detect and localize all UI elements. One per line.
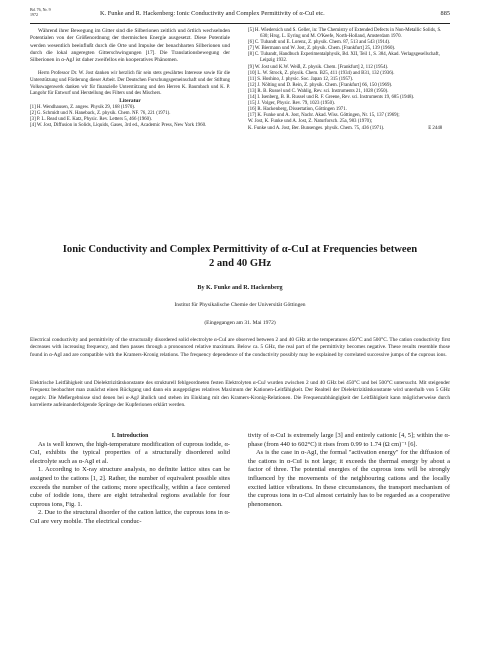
reference-item: [14] I. Isenberg, B. R. Russel und R. F. Greene, Rev. sci. Instruments 19, 685 (1948). (248, 95, 415, 101)
reference-item: [2] G. Schmidt und N. Haneback, Z. physik. Chem. NF. 76, 221 (1971). (30, 111, 171, 117)
left-column-top (30, 28, 230, 130)
closing-paragraph: Während ihrer Bewegung im Gitter sind die Silberionen zeitlich und örtlich wechselnden Potentialen von der Größenordnung der thermischen Energie ausgesetzt. Diese Potentiale werden wesentlich beeinflußt durch die Orte und Impulse der benachbarten Silberionen und durch die lokal angeregten Gitterschwingungen [17]. Die Translationsbewegung der Silberionen in α-AgJ ist daher zweifellos ein kooperatives Phänomen. (30, 28, 230, 64)
reference-item: [17] K. Funke und A. Jost, Nachr. Akad. Wiss. Göttingen, Nr. 15, 137 (1969); (248, 113, 400, 119)
abstract-english: Electrical conductivity and permittivity of the structurally disordered solid electrolyte α-CuI are observed between 2 and 40 GHz at the temperatures 450°C and 500°C. The cation conductivity first decreases with increasing frequency, and then passes through a pronounced relative maximum. Below ca. 5 GHz, the real part of the permittivity becomes negative. These results resemble those found in α-AgI and are compatible with the Kramers-Kronig relations. The frequency dependence of the conductivity possibly may be explained by correlated successive jumps of the cuprous ions. (30, 337, 450, 358)
reference-item: [7] W. Biermann und W. Jost, Z. physik. Chem. [Frankfurt] 25, 139 (1960). (248, 46, 396, 52)
volume-number: Bd. 76, Nr. 9 (30, 7, 51, 12)
title-line: Ionic Conductivity and Complex Permittivity of α-CuI at Frequencies between (62, 244, 418, 255)
body-paragraph: 2. Due to the structural disorder of the cation lattice, the cuprous ions in α-CuI are very mobile. The electrical conduc- (30, 509, 230, 525)
institute: Institut für Physikalische Chemie der Universität Göttingen (174, 302, 306, 308)
reference-last-row (248, 126, 450, 132)
reference-item: [15] J. Volger, Physic. Rev. 79, 1023 (1950). (248, 101, 335, 107)
running-header (30, 7, 450, 24)
reference-item: [16] R. Hackenberg, Dissertation, Göttingen 1971. (248, 107, 347, 113)
reference-item: [4] W. Jost, Diffusion in Solids, Liquids, Gases, 3rd ed., Academic Press, New York 1960. (30, 123, 207, 129)
reference-item: [3] P. L. Read und E. Katz, Physic. Rev. Letters 5, 466 (1960). (30, 117, 152, 123)
intro-right-column (248, 432, 450, 509)
reference-item: [12] J. Nölting und D. Rein, Z. physik. Chem. [Frankfurt] 66, 150 (1969). (248, 82, 393, 88)
reference-item: [9] W. Jost und K.W. Weiß, Z. physik. Chem. [Frankfurt] 2, 112 (1954). (248, 64, 389, 70)
reference-item: K. Funke und A. Jost, Ber. Bunsenges. physik. Chem. 75, 436 (1971). (248, 125, 385, 131)
reference-item: [13] R. B. Russel und C. Wahlig, Rev. sci. Instruments 21, 1028 (1950). (248, 88, 389, 94)
volume-year: 1972 (30, 12, 38, 17)
section-heading: I. Introduction (111, 433, 149, 439)
reference-item: [10] L. W. Strock, Z. physik. Chem. B25, 411 (1934) and B31, 132 (1936). (248, 70, 395, 76)
title-line: 2 and 40 GHz (208, 258, 272, 269)
reference-item: [5] H. Wiedersich und S. Geller, in: The Chemistry of Extended Defects in Non-Metallic Solids, S. 630; Hrsg. L. Eyring und M. O'Keefe, North-Holland, Amsterdam 1970. (248, 28, 442, 40)
abstract-german: Elektrische Leitfähigkeit und Dielektrizitätskonstante des strukturell fehlgeordneten festen Elektrolyten α-CuJ wurden zwischen 2 und 40 GHz bei 450°C und bei 500°C untersucht. Mit steigender Frequenz beobachtet man zunächst einen Rückgang und dann ein ausgeprägtes relatives Maximum der Kationen-Leitfähigkeit. Der Realteil der Dielektrizitätskonstante wird unterhalb von 5 GHz negativ. Die Meßergebnisse sind denen bei α-AgJ ähnlich und stehen im Einklang mit den Kramers-Kronig-Relationen. Die Frequenzabhängigkeit der Leitfähigkeit kann möglicherweise durch korrelierte aufeinanderfolgende Sprünge der Kupferionen erklärt werden. (30, 380, 450, 408)
reference-item: [6] C. Tubandt und E. Lorenz, Z. physik. Chem. 87, 513 and 543 (1914). (248, 40, 391, 46)
literature-heading: Literatur (119, 97, 141, 104)
intro-left-column (30, 432, 230, 527)
manuscript-code: E 2448 (428, 125, 443, 131)
volume-info (30, 7, 51, 17)
reference-item: [1] H. Wendhausen, Z. angew. Physik 29, 168 (1970). (30, 105, 136, 111)
body-paragraph: As is the case in α-AgI, the formal "activation energy" for the diffusion of the cations in α-CuI is not large; it exceeds the thermal energy by about a factor of three. The potential energies of the cuprous ions will be strongly influenced by the movements of the neighbouring cations and the locally excited lattice vibrations. In these circumstances, the transport mechanism of the cuprous ions in α-CuI almost certainly has to be regarded as a cooperative phenomenon. (248, 449, 450, 508)
article-title (40, 243, 440, 271)
body-paragraph: As is well known, the high-temperature modification of cuprous iodide, α-CuI, exhibits the typical properties of a structurally disordered solid electrolyte such as α-AgI et al. (30, 440, 230, 465)
acknowledgement: Herrn Professor Dr. W. Jost danken wir herzlich für sein stets gewährtes Interesse sowie für die Unterstützung und Förderung dieser Arbeit. Der Deutschen Forschungsgemeinschaft und der Stiftung Volkswagenwerk danken wir für finanzielle Unterstützung und den Herren K. Baumbach und K. P. Langohr für Entwurf und Herstellung des Filters und des Mischers. (30, 71, 230, 97)
received-date: (Eingegangen am 31. Mai 1972) (204, 320, 276, 326)
body-paragraph: tivity of α-CuI is extremely large [3] and entirely cationic [4, 5]; within the α-phase (from 440 to 602°C) it rises from 0.99 to 1.74 (Ω cm)⁻¹ [6]. (248, 432, 450, 448)
right-column-top (248, 28, 450, 132)
reference-item: [8] C. Tubandt, Handbuch Experimentalphysik, Bd. XII, Teil 1, S. 384, Akad. Verlagsgesellschaft, Leipzig 1932. (248, 52, 440, 64)
body-paragraph: 1. According to X-ray structure analysis, no definite lattice sites can be assigned to the cations [1, 2]. Rather, the number of equivalent possible sites exceeds the number of the cations; more specifically, within a face centered cube of iodide ions, there are eight tetrahedral regions available for four cuprous ions, Fig. 1. (30, 466, 230, 508)
authors: By K. Funke and R. Hackenberg (197, 285, 283, 291)
page-number: 885 (440, 10, 450, 17)
reference-item: [11] S. Hoshino, J. physic. Soc. Japan 12, 315 (1957). (248, 76, 354, 82)
running-title: K. Funke and R. Hackenberg: Ionic Conductivity and Complex Permittivity of α-CuI etc. (100, 10, 325, 17)
reference-item: W. Jost, K. Funke und A. Jost, Z. Naturforsch. 25a, 983 (1970); (248, 119, 373, 125)
